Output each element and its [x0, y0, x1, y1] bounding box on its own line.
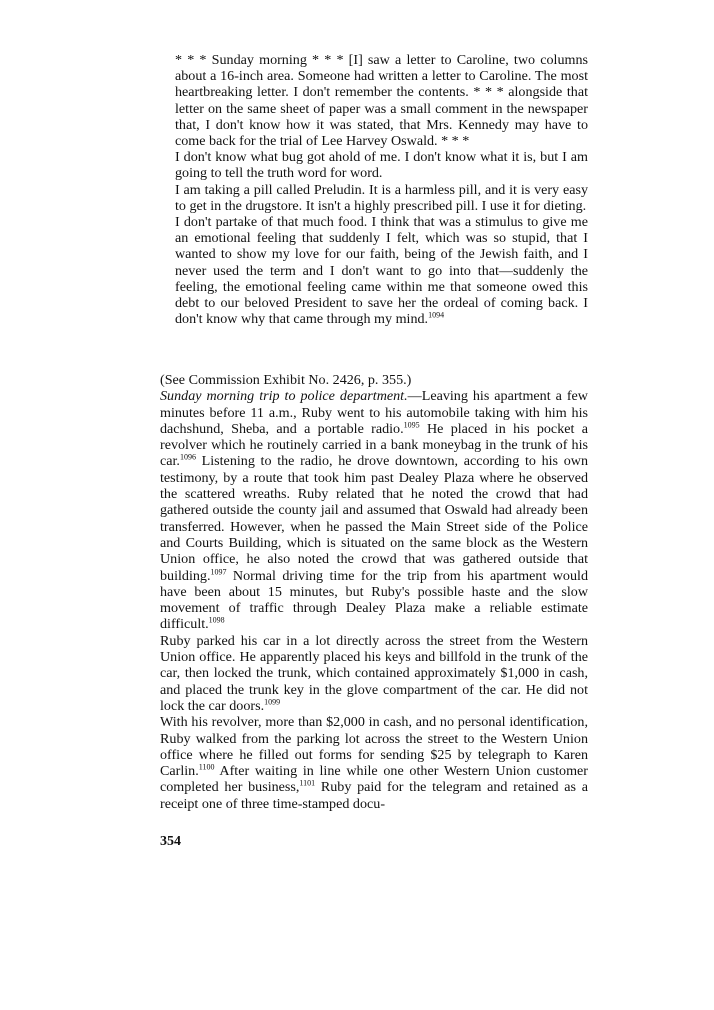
- footnote-ref: 1096: [179, 452, 196, 462]
- body-text: Normal driving time for the trip from his apartment would have been about 15 minutes, but Ruby's possible haste and the slow movement of traffic through Dealey Plaza make a reliable estimate difficult.: [160, 567, 588, 633]
- body-text: Ruby parked his car in a lot directly across the street from the Western Union office. He apparently placed his keys and billfold in the trunk of the car, then locked the trunk, which contained approximately $1,000 in cash, and placed the trunk key in the glove compartment of the car. He did not lock the car doors.: [160, 632, 588, 714]
- testimony-quote-block: [175, 52, 588, 327]
- quote-paragraph: [175, 214, 588, 327]
- body-text: He placed in his pocket a revolver which he routinely carried in a bank moneybag in the trunk of his car.: [160, 420, 588, 470]
- body-text: With his revolver, more than $2,000 in cash, and no personal identification, Ruby walked from the parking lot across the street to the Western Union office where he filled out forms for sending $25 by telegraph to Karen Carlin.: [160, 714, 588, 780]
- quote-paragraph: I am taking a pill called Preludin. It is a harmless pill, and it is very easy to get in the drugstore. It isn't a highly prescribed pill. I use it for dieting.: [175, 181, 588, 214]
- quote-paragraph: * * * Sunday morning * * * [I] saw a letter to Caroline, two columns about a 16-inch area. Someone had written a letter to Caroline. The most heartbreaking letter. I don't remember the contents. * * * alongside that letter on the same sheet of paper was a small comment in the newspaper that, I don't know how it was stated, that Mrs. Kennedy may have to come back for the trial of Lee Harvey Oswald. * * *: [175, 52, 588, 150]
- footnote-ref: 1100: [198, 762, 215, 772]
- body-text: After waiting in line while one other Western Union customer completed her business,: [160, 763, 588, 796]
- body-paragraph: [160, 388, 588, 632]
- page-number: 354: [160, 834, 181, 849]
- body-text: Listening to the radio, he drove downtown, according to his own testimony, by a route that took him past Dealey Plaza where he observed the scattered wreaths. Ruby related that he noted the crowd that had gathered outside the county jail and assumed that Oswald had already been transferred. However, when he passed the Main Street side of the Police and Courts Building, which is situated on the same block as the Western Union office, he also noted the crowd that was gathered outside that building.: [160, 453, 588, 584]
- footnote-ref: 1101: [299, 778, 316, 788]
- body-paragraph: [160, 714, 588, 812]
- footnote-ref: 1094: [428, 310, 445, 320]
- exhibit-reference: (See Commission Exhibit No. 2426, p. 355.): [160, 372, 412, 388]
- quote-paragraph-text: I don't partake of that much food. I think that was a stimulus to give me an emotional feeling that suddenly I felt, which was so stupid, that I wanted to show my love for our faith, being of the Jewish faith, and I never used the term and I don't want to go into that—suddenly the feeling, the emotional feeling came within me that someone owed this debt to our beloved President to save her the ordeal of coming back. I don't know why that came through my mind.: [175, 214, 588, 328]
- footnote-ref: 1095: [403, 420, 420, 430]
- quote-paragraph: I don't know what bug got ahold of me. I don't know what it is, but I am going to tell the truth word for word.: [175, 149, 588, 182]
- footnote-ref: 1098: [208, 615, 225, 625]
- body-text: —Leaving his apartment a few minutes before 11 a.m., Ruby went to his automobile taking with him his dachshund, Sheba, and a portable radio.: [160, 388, 588, 437]
- section-heading: Sunday morning trip to police department.: [160, 388, 408, 405]
- footnote-ref: 1099: [264, 697, 281, 707]
- body-text: Ruby paid for the telegram and retained as a receipt one of three time-stamped docu-: [160, 779, 588, 812]
- body-paragraph: [160, 633, 588, 714]
- footnote-ref: 1097: [210, 566, 227, 576]
- main-body-text: [160, 372, 588, 812]
